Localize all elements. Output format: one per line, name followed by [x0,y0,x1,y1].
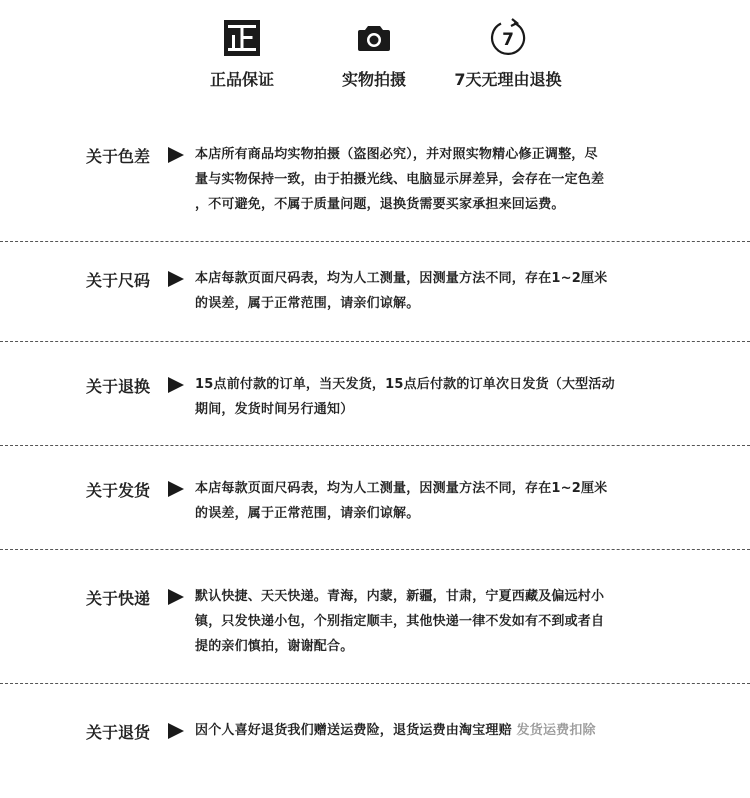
divider [0,445,750,446]
text-main: 因个人喜好退货我们赠送运费险，退货运费由淘宝理赔 [195,723,512,738]
seven-day-number: 7 [502,30,514,50]
section-text [195,372,675,422]
camera-icon [314,18,434,58]
section-text [195,142,675,217]
section-title: 关于退货 [86,723,151,742]
section-text [195,584,675,659]
section-title: 关于尺码 [86,271,151,290]
text-line: 量与实物保持一致，由于拍摄光线、电脑显示屏差异，会存在一定色差 [195,172,605,187]
divider [0,241,750,242]
badge-label: 正品保证 [209,70,274,89]
text-line: 本店每款页面尺码表，均为人工测量，因测量方法不同，存在1~2厘米 [195,271,608,286]
badge-real-photo [314,18,434,90]
arrow-right-icon [168,723,184,739]
text-line [195,718,715,743]
arrow-right-icon [168,271,184,287]
guarantee-badges [0,0,750,100]
arrow-right-icon [168,589,184,605]
authentic-icon [182,18,302,58]
section-title: 关于发货 [86,481,151,500]
divider [0,549,750,550]
badge-authentic [182,18,302,90]
badge-label: 实物拍摄 [341,70,406,89]
section-text [195,476,675,526]
divider [0,341,750,342]
text-line: 的误差，属于正常范围，请亲们谅解。 [195,296,420,311]
text-line: ，不可避免，不属于质量问题，退换货需要买家承担来回运费。 [195,197,565,212]
arrow-right-icon [168,481,184,497]
badge-label: 7天无理由退换 [454,70,562,89]
text-line: 默认快捷、天天快递。青海，内蒙，新疆，甘肃，宁夏西藏及偏远村小 [195,589,605,604]
section-title: 关于快递 [86,589,151,608]
text-line: 期间，发货时间另行通知） [195,402,354,417]
arrow-right-icon [168,147,184,163]
text-line: 镇，只发快递小包，个别指定顺丰，其他快递一律不发如有不到或者自 [195,614,605,629]
badge-seven-day-return [448,18,568,90]
divider [0,683,750,684]
text-line: 本店所有商品均实物拍摄（盗图必究），并对照实物精心修正调整，尽 [195,147,598,162]
arrow-right-icon [168,377,184,393]
section-text [195,718,715,743]
section-title: 关于色差 [86,147,151,166]
text-line: 15点前付款的订单，当天发货，15点后付款的订单次日发货（大型活动 [195,377,615,392]
text-line: 的误差，属于正常范围，请亲们谅解。 [195,506,420,521]
section-title: 关于退换 [86,377,151,396]
section-text [195,266,675,316]
text-muted: 发货运费扣除 [516,723,596,738]
seven-day-return-icon [448,18,568,58]
text-line: 本店每款页面尺码表，均为人工测量，因测量方法不同，存在1~2厘米 [195,481,608,496]
text-line: 提的亲们慎拍，谢谢配合。 [195,639,354,654]
